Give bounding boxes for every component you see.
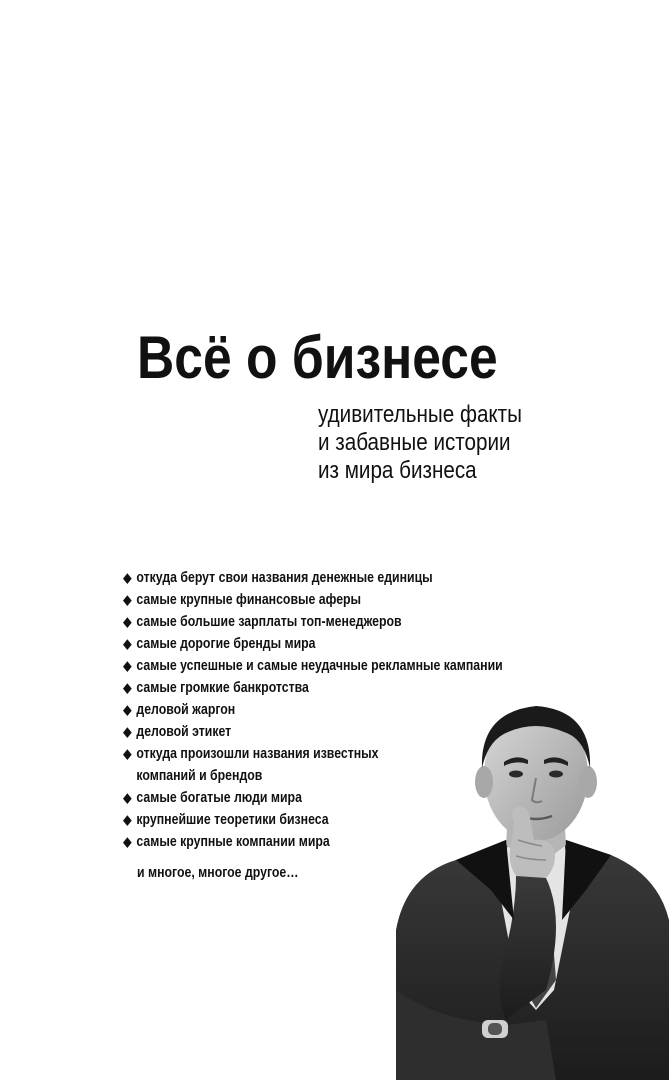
diamond-bullet-icon: ◆ [123, 680, 132, 695]
list-item-text: деловой жаргон [136, 701, 236, 718]
diamond-bullet-icon: ◆ [123, 812, 132, 827]
list-item-text: откуда берут свои названия денежные единицы [136, 569, 433, 586]
list-item [120, 655, 503, 677]
list-item-text: деловой этикет [136, 723, 232, 740]
diamond-bullet-icon: ◆ [123, 570, 132, 585]
list-item-text: самые крупные финансовые аферы [136, 591, 362, 608]
subtitle-line: из мира бизнеса [318, 457, 477, 484]
diamond-bullet-icon: ◆ [123, 614, 132, 629]
list-item [120, 633, 503, 655]
list-item-text: самые крупные компании мира [136, 833, 330, 850]
subtitle-line: и забавные истории [318, 429, 511, 456]
list-item [120, 611, 503, 633]
book-subtitle [318, 401, 522, 485]
diamond-bullet-icon: ◆ [123, 636, 132, 651]
businessman-portrait-icon [396, 690, 669, 1080]
diamond-bullet-icon: ◆ [123, 592, 132, 607]
list-item-text: самые богатые люди мира [136, 789, 302, 806]
diamond-bullet-icon: ◆ [123, 658, 132, 673]
list-item-text: откуда произошли названия известных [136, 745, 379, 762]
diamond-bullet-icon: ◆ [123, 702, 132, 717]
subtitle-line: удивительные факты [318, 401, 522, 428]
diamond-bullet-icon: ◆ [123, 834, 132, 849]
diamond-bullet-icon: ◆ [123, 724, 132, 739]
diamond-bullet-icon: ◆ [123, 746, 132, 761]
diamond-bullet-icon: ◆ [123, 790, 132, 805]
book-title: Всё о бизнесе [137, 324, 498, 391]
list-item-text: крупнейшие теоретики бизнеса [136, 811, 329, 828]
list-item-text: самые большие зарплаты топ-менеджеров [136, 613, 402, 630]
list-item-text: самые громкие банкротства [136, 679, 309, 696]
list-item [120, 589, 503, 611]
closing-line: и многое, многое другое… [137, 864, 299, 881]
list-item-text: самые успешные и самые неудачные рекламные кампании [136, 657, 503, 674]
list-item-text-continued: компаний и брендов [136, 767, 263, 784]
list-item-text: самые дорогие бренды мира [136, 635, 316, 652]
list-item [120, 567, 503, 589]
